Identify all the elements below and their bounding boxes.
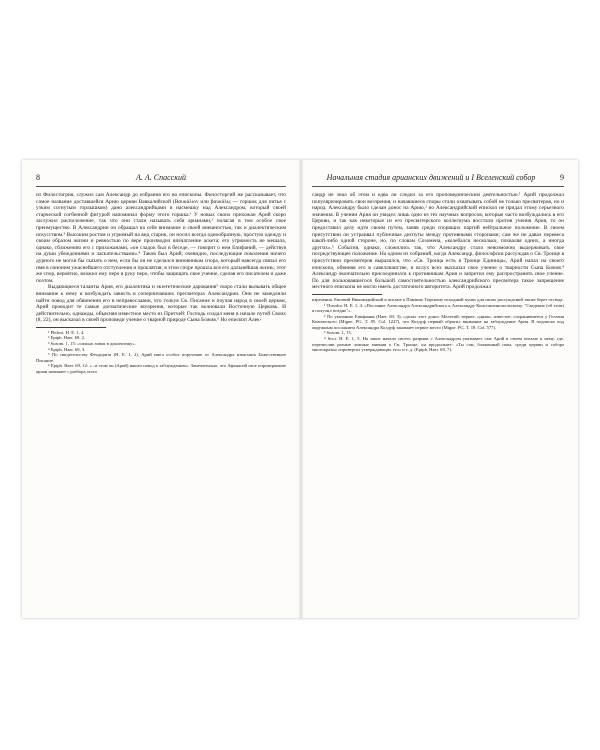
footnote: ¹ Theodor. H. E. 1, 4: «Послание Александра Александрийского к Александру Константинопольскому: "Сведение (об этом) я получил поздно"». xyxy=(312,302,564,314)
book-spread xyxy=(22,160,578,618)
right-page xyxy=(300,160,578,618)
paragraph: из Филостогрия, служил сам Александр до избрания его во епископы. Филосторгий же рассказывает, что самое название доставшейся Арию церкви Вавкалийской (Βαυκάλιον или βαυκάλις — горшок для питья с узким согнутым горлышком) дано александрийцами в насмешку над Александром, который своей старческой согбенной фигурой напоминал форму этого горшка.¹ У новых своих прихожан Арий скоро заслужил расположение, так что они стали называть себя арианами,² полагая в том особое свое преимущество. В Александрии он обращал на себя внимание и своей внешностью, так и диалектическим искусством.³ Высоким ростом и угрюмый на вид старик, он носил всегда однообразную, простую одежду и своим образом жизни и ревностью по вере производил впечатление аскета; его угрюмость не мешала, однако, сближению его с прихожанами, «он сладок был в беседе, — говорит о нем Епифаний, — действуя на души убеждениями и ласкательствами».⁴ Таков был Арий; очевидно, последующие поколения ничего дурного не могли бы сказать о нем, если бы он не сделался виновником спора, который навсегда связал его имя в синоним ужаснейшего отступления и проклятия; в этом споре прошла вся его дальнейшая жизнь; этот же спор, вероятно, вложил ему перо в руку перо, чтобы защищать свое учение, сделав его писателем и даже поэтом. xyxy=(36,192,286,284)
footnote: ⁴ Socr. H. E. 1, 5. На такое начало своего разрыва с Александром указывает сам Арий в своем письме к нему, где, перечислив разные ложные мнения о Св. Троице, он продолжает: «Ты сам, блаженный папа, среди церкви и собора многократно опровергал утверждающих это» и т. д. (Epiph. Haer. 69, 7). xyxy=(312,336,564,353)
running-head-title: Начальная стадия арианских движений и I Вселенский собор xyxy=(326,173,536,182)
running-head xyxy=(312,172,564,187)
page-body xyxy=(312,192,564,353)
left-page xyxy=(22,160,300,618)
footnote-rule xyxy=(36,327,106,328)
footnote: ⁴ Epiph. Haer. 69, 3. xyxy=(48,346,86,352)
footnote-rule xyxy=(312,294,382,295)
paragraph: сандр не знал об этом и едва ли следил за его проповедническим деятельностью.¹ Арий продолжал популяризировать свои воззрения, и начавшиеся споры стали охватывать собой не только пресвитеров, но и народ. Александру было сделан донос на Арию,² но Александрийский епископ не придал этому серьезного значения. В учении Ария он увидел лишь одно из тех научных вопросов, которые часто возбуждались в его Церкви, и так как некоторые из его пресвитерского коллегиума восстали против учения Ария, то он предоставил делу идти своим путем, заняв среди спорящих партий нейтральное положение. В своем присутствии он устраивал публичные диспуты между противными сторонами; сам же не давал перевеса какой-либо одной стороне, но, по словам Созомена, «колебался несколько, похваляя одних, а иногда других».³ События, однако, сложились так, что Александру стало невозможно выдерживать свое посредствующее положение. На одном из собраний, когда Александр, философски рассуждая о Св. Троице в присутствии пресвитеров выразился, что «Св. Троица есть в Троице Единица», Арий напал на своего епископа, обвиняя его в савеллианстве, и вслух всех высказал свое учение о тварности Сына Божия.⁴ Александр окончательно присоединился к противникам Ария и запретил ему распространять свое учение. По для пользовавшегося большой самостоятельностью александрийского пресвитера такое запрещение местного епископа не могло иметь достаточного авторитета. Арий продолжал xyxy=(312,192,564,291)
footnote: ² По указанию Епифания (Haer. 69, 3), сделал этот донос Мелетий; вернее, однако, известие, сохранившееся у Гелазия Кизического (Migne. PG. T. 85. Col. 1227), что Колдуф первый обратил внимание на заблуждение Ария. В подписях под окружным посланием Александра Колдуф занимает первое место (Migne. PG. T. 18. Col. 577). xyxy=(312,313,564,330)
footnotes xyxy=(312,297,564,353)
page-number: 8 xyxy=(36,173,40,182)
footnote: ³ Sozom. 1, 15: «сильно ловок в диалектику». xyxy=(48,341,136,347)
paragraph: Выдающиеся таланты Ария, его диалектика и экзегетические дарования⁵ скоро стали вызывать общее внимание к нему и возбуждать зависть в соперничавших пресвитерах Александрии. Они не замедлили найти повод для обвинения его в неправославии, что толкуя Св. Писание и поучая народ в своей церкви, Арий проводит те самые догматические воззрения, которые так волновали Восточную Церковь. И действительно, однажды, объясняя известное место из Притчей: Господь создал меня в начале путей Своих (8, 22), он высказал в своей проповеди учение о тварной природе Сына Божия.⁶ Но епископ Алек- xyxy=(36,284,286,324)
footnotes xyxy=(36,330,286,375)
page-number: 9 xyxy=(560,173,564,182)
footnote: ⁵ По свидетельству Феодорита (H. E. 1, 2), Арий имел особое поручение от Александра изъяснять Божественное Писание. xyxy=(36,352,286,363)
running-head-title: А. А. Спасский xyxy=(136,173,186,182)
page-body xyxy=(36,192,286,375)
footnote-continuation: изречения. Евсевий Никомидийский в письме к Павлину Тирскому исходный пункт для своих рассуждений также берет отсюда. xyxy=(312,296,564,302)
running-head xyxy=(36,172,286,187)
footnote: ¹ Philost. H. E. 1, 4. xyxy=(48,329,85,335)
footnote: ⁶ Epiph. Haer. 69, 12: «...в этом он (Арий) нашел повод к заблуждению». Замечательно, что Афанасий свое опровержение ариан начинает с разбора этого xyxy=(36,363,286,375)
footnote: ² Epiph. Haer. 69, 2. xyxy=(48,335,86,341)
footnote: ³ Sozom. 1, 15. xyxy=(324,330,352,336)
